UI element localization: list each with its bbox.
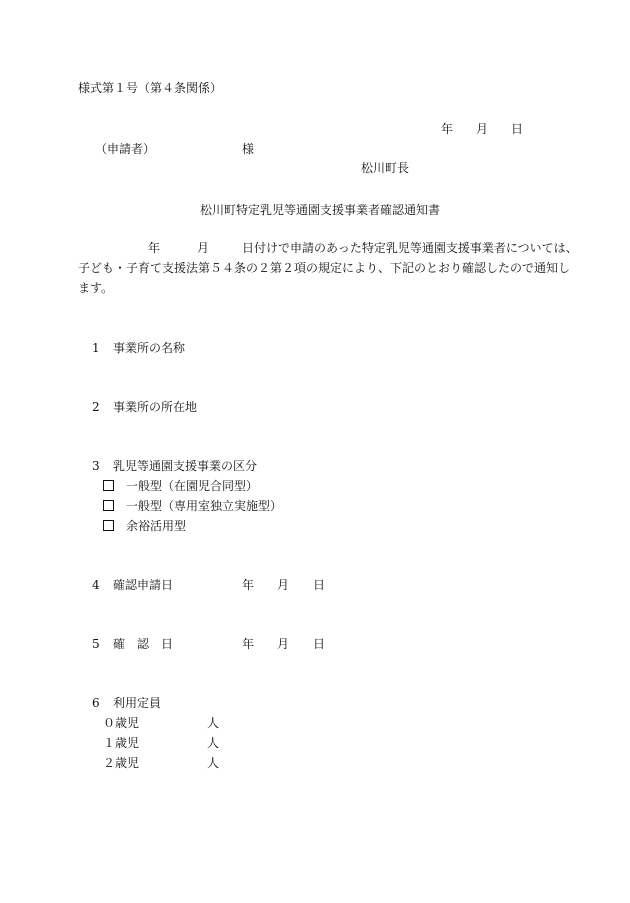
item5-month: 月: [277, 637, 290, 651]
category-option-label: 一般型（在園児合同型）: [126, 479, 259, 493]
checkbox-icon[interactable]: [103, 520, 114, 531]
form-number: 様式第１号（第４条関係）: [78, 81, 223, 95]
date-day: 日: [511, 122, 524, 136]
item5-number: 5: [92, 637, 100, 651]
capacity-age: ０歳児: [103, 716, 140, 730]
category-option-label: 余裕活用型: [126, 519, 187, 533]
item2-label: 事業所の所在地: [113, 400, 198, 414]
body-line3: ます。: [78, 281, 114, 295]
item1-number: 1: [92, 341, 100, 355]
applicant-honorific: 様: [242, 142, 255, 156]
date-month: 月: [476, 122, 489, 136]
checkbox-icon[interactable]: [103, 480, 114, 491]
body-line1: 日付けで申請のあった特定乳児等通園支援事業者については、: [242, 241, 578, 255]
item5-day: 日: [313, 637, 326, 651]
body-line2: 子ども・子育て支援法第５４条の２第２項の規定により、下記のとおり確認したので通知し: [78, 261, 571, 275]
document-title: 松川町特定乳児等通園支援事業者確認通知書: [200, 203, 441, 217]
item3-label: 乳児等通園支援事業の区分: [113, 459, 258, 473]
item2-number: 2: [92, 400, 100, 414]
item5-year: 年: [242, 637, 255, 651]
applicant-label: （申請者）: [95, 142, 156, 156]
capacity-unit: 人: [207, 716, 220, 730]
checkbox-icon[interactable]: [103, 500, 114, 511]
category-option[interactable]: [103, 478, 258, 494]
item4-month: 月: [277, 578, 290, 592]
category-option[interactable]: [103, 518, 186, 534]
item4-day: 日: [313, 578, 326, 592]
capacity-unit: 人: [207, 756, 220, 770]
item4-year: 年: [242, 578, 255, 592]
capacity-age: １歳児: [103, 736, 140, 750]
item4-number: 4: [92, 578, 100, 592]
issuer: 松川町長: [361, 161, 410, 175]
item1-label: 事業所の名称: [113, 341, 186, 355]
category-option[interactable]: [103, 498, 282, 514]
category-option-label: 一般型（専用室独立実施型）: [126, 499, 283, 513]
capacity-unit: 人: [207, 736, 220, 750]
date-year: 年: [441, 122, 454, 136]
item4-label: 確認申請日: [113, 578, 174, 592]
body-year: 年: [148, 241, 161, 255]
item6-number: 6: [92, 696, 100, 710]
body-month: 月: [197, 241, 210, 255]
item6-label: 利用定員: [113, 696, 162, 710]
item3-number: 3: [92, 459, 100, 473]
capacity-age: ２歳児: [103, 756, 140, 770]
item5-label: 確 認 日: [113, 637, 174, 651]
